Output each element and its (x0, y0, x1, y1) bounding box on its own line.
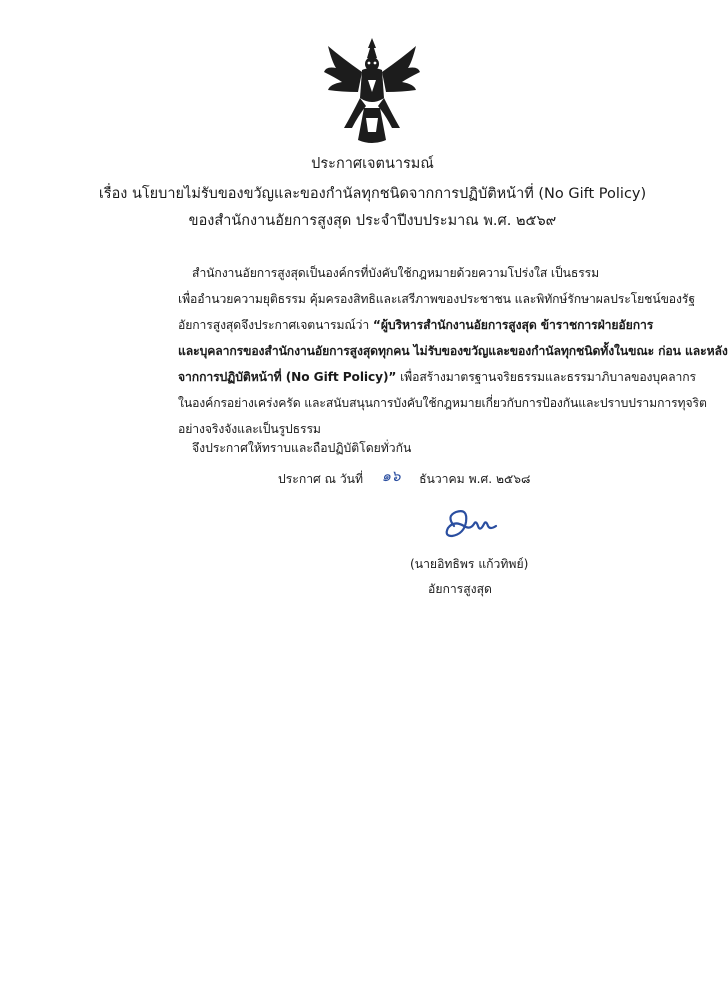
body-line: อย่างจริงจังและเป็นรูปธรรม (178, 422, 321, 436)
body-text-normal: เพื่อสร้างมาตรฐานจริยธรรมและธรรมาภิบาลของบุคลากร (396, 370, 696, 384)
announcement-line: จึงประกาศให้ทราบและถือปฏิบัติโดยทั่วกัน (192, 441, 412, 455)
signature-icon (440, 506, 500, 544)
body-paragraph (178, 260, 728, 442)
heading-subject: เรื่อง นโยบายไม่รับของขวัญและของกำนัลทุกชนิดจากการปฏิบัติหน้าที่ (No Gift Policy) (98, 186, 647, 202)
signer-name: (นายอิทธิพร แก้วทิพย์) (410, 557, 529, 571)
heading-organization: ของสำนักงานอัยการสูงสุด ประจำปีงบประมาณ พ.ศ. ๒๕๖๙ (188, 213, 557, 229)
date-line (278, 466, 530, 491)
body-line: และบุคลากรของสำนักงานอัยการสูงสุดทุกคน ไม่รับของขวัญและของกำนัลทุกชนิดทั้งในขณะ ก่อน และหลัง (178, 344, 728, 358)
body-text-bold: จากการปฏิบัติหน้าที่ (No Gift Policy)” (178, 370, 397, 384)
garuda-emblem-icon (322, 36, 422, 148)
body-text-normal: อัยการสูงสุดจึงประกาศเจตนารมณ์ว่า (178, 318, 373, 332)
body-line (178, 364, 696, 390)
signer-title: อัยการสูงสุด (428, 582, 492, 596)
date-prefix: ประกาศ ณ วันที่ (278, 472, 364, 486)
body-line (178, 312, 654, 338)
heading-title: ประกาศเจตนารมณ์ (311, 156, 434, 172)
date-month-year: ธันวาคม พ.ศ. ๒๕๖๘ (419, 472, 531, 486)
body-text-bold: “ผู้บริหารสำนักงานอัยการสูงสุด ข้าราชการฝ่ายอัยการ (372, 318, 654, 332)
body-line: สำนักงานอัยการสูงสุดเป็นองค์กรที่บังคับใช้กฎหมายด้วยความโปร่งใส เป็นธรรม (192, 266, 600, 280)
date-day-handwritten: ๑๖ (381, 467, 401, 485)
body-line: ในองค์กรอย่างเคร่งครัด และสนับสนุนการบังคับใช้กฎหมายเกี่ยวกับการป้องกันและปราบปรามการทุจริต (178, 396, 707, 410)
body-line: เพื่ออำนวยความยุติธรรม คุ้มครองสิทธิและเสรีภาพของประชาชน และพิทักษ์รักษาผลประโยชน์ของรัฐ (178, 292, 695, 306)
